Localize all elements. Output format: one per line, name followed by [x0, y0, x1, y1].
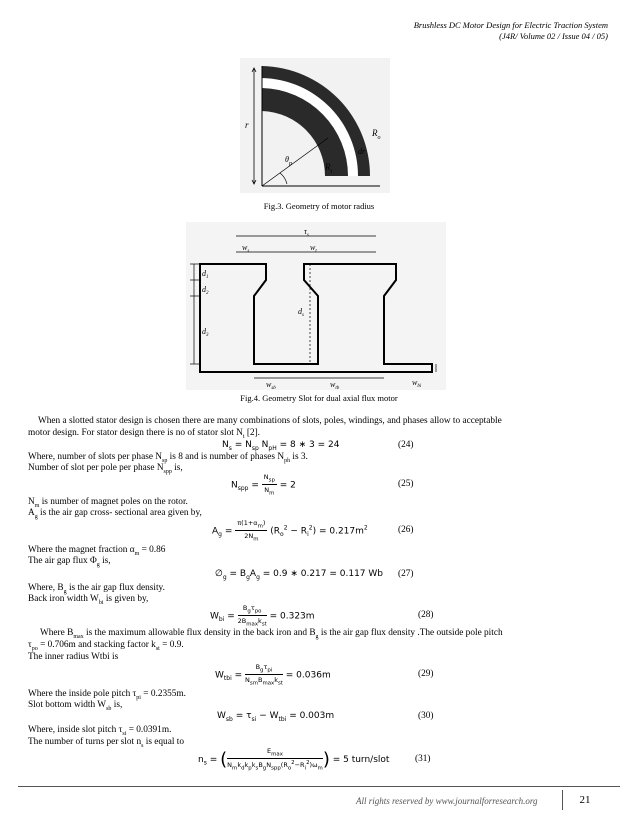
label-d1: $d_1$ [202, 269, 209, 280]
label-dr: dr [358, 147, 366, 156]
equation-28: $W_{bi}$ = $\frac{B_g\tau_{po}}{2B_{max}k_{st}}$ = 0.323m [210, 604, 315, 628]
figure-3-caption: Fig.3. Geometry of motor radius [263, 201, 375, 211]
label-tau-s: $\tau_s$ [304, 227, 309, 238]
footer-rule [18, 786, 620, 787]
para-line-6: $A_g$ is the air gap cross- sectional area given by, [28, 508, 202, 520]
equation-28-number: (28) [418, 610, 434, 620]
equation-31: $n_s$ = ( $\frac{E_{max}}{N_mk_dk_pk_sB_gN_{spp}(R_o^2-R_i^2)\omega_m}$ ) = 5 turn/slot [198, 747, 390, 772]
motor-radius-diagram [240, 58, 390, 193]
equation-30: $W_{sb} = \tau_{si} - W_{tbi} = 0.003m$ [217, 711, 335, 723]
label-ri: $R_i$ [325, 162, 333, 175]
para-line-8: The air gap flux $\Phi_g$ is, [28, 556, 111, 568]
para-line-7: Where the magnet fraction $\alpha_m = 0.86$ [28, 545, 166, 557]
label-ws: $w_s$ [242, 243, 250, 254]
footer-rights: All rights reserved by www.journalforresearch.org [356, 796, 538, 806]
journal-issue: (J4R/ Volume 02 / Issue 04 / 05) [499, 31, 608, 41]
equation-29-number: (29) [418, 669, 434, 679]
para-line-12: $\tau_{po} = 0.706m$ and stacking factor $k_{st} = 0.9$. [28, 640, 184, 652]
para-line-14: Where the inside pole pitch $\tau_{pi} = 0.2355m$. [28, 689, 186, 701]
para-line-9: Where, $B_g$ is the air gap flux density. [28, 583, 165, 595]
label-wsb: $w_{sb}$ [266, 380, 276, 390]
equation-24: $N_s = N_{sp}$ $N_{pH} = 8$ ∗ 3 = 24 [222, 440, 340, 452]
para-line-13: The inner radius Wtbi is [28, 652, 119, 662]
para-line-1: When a slotted stator design is chosen there are many combinations of slots, poles, windings, and phases allow to acceptable [38, 416, 502, 426]
label-wt: $w_t$ [310, 243, 317, 254]
label-r: r [245, 120, 249, 130]
equation-25: $N_{spp}$ = $\frac{N_{sp}}{N_m}$ = 2 [231, 473, 296, 497]
figure-3 [240, 58, 390, 193]
equation-27-number: (27) [398, 569, 414, 579]
equation-26: $A_g$ = $\frac{\pi(1+\alpha_m)}{2N_m}$ $(R_o^2 - R_i^2) = 0.217m^2$ [212, 519, 368, 543]
para-line-5: $N_m$ is number of magnet poles on the rotor. [28, 497, 188, 509]
equation-29: $W_{tbi}$ = $\frac{B_g\tau_{pi}}{N_{sm}B_{max}k_{st}}$ = 0.036m [215, 663, 331, 687]
label-d3: $d_3$ [202, 327, 209, 338]
para-line-17: The number of turns per slot $n_s$ is equal to [28, 737, 184, 749]
label-wbi: $w_{bi}$ [412, 378, 422, 389]
para-line-16: Where, inside slot pitch $\tau_{si} = 0.0391m$. [28, 725, 172, 737]
para-line-15: Slot bottom width $W_{sb}$ is, [28, 700, 123, 712]
label-theta: $\theta_p$ [285, 155, 292, 167]
label-wtb: $w_{tb}$ [330, 380, 340, 390]
para-line-11: Where $B_{max}$ is the maximum allowable flux density in the back iron and $B_g$ is the air gap flux density .The outside pole pitch [40, 628, 503, 640]
para-line-3: Where, number of slots per phase $N_{sp}$ is 8 and is number of phases $N_{ph}$ is 3. [28, 452, 308, 464]
equation-25-number: (25) [398, 479, 414, 489]
figure-4 [186, 222, 446, 390]
equation-30-number: (30) [418, 711, 434, 721]
para-line-10: Back iron width $W_{bi}$ is given by, [28, 594, 149, 606]
figure-4-caption: Fig.4. Geometry Slot for dual axial flux motor [240, 393, 398, 403]
label-d2: $d_2$ [202, 285, 209, 296]
equation-24-number: (24) [398, 440, 414, 450]
page-number: 21 [562, 790, 607, 810]
para-line-2: motor design. For stator design there is no of stator slot $N_t$ [2]. [28, 428, 261, 440]
slot-geometry-diagram [186, 222, 446, 390]
equation-27: $\emptyset_g = B_gA_g = 0.9$ ∗ 0.217 = 0.117 Wb [215, 569, 383, 581]
label-ro: $R_o$ [372, 128, 381, 141]
running-title: Brushless DC Motor Design for Electric Traction System [413, 20, 608, 30]
equation-31-number: (31) [415, 754, 431, 764]
equation-26-number: (26) [398, 525, 414, 535]
label-ds: $d_s$ [298, 307, 304, 318]
para-line-4: Number of slot per pole per phase $N_{spp}$ is, [28, 463, 183, 475]
